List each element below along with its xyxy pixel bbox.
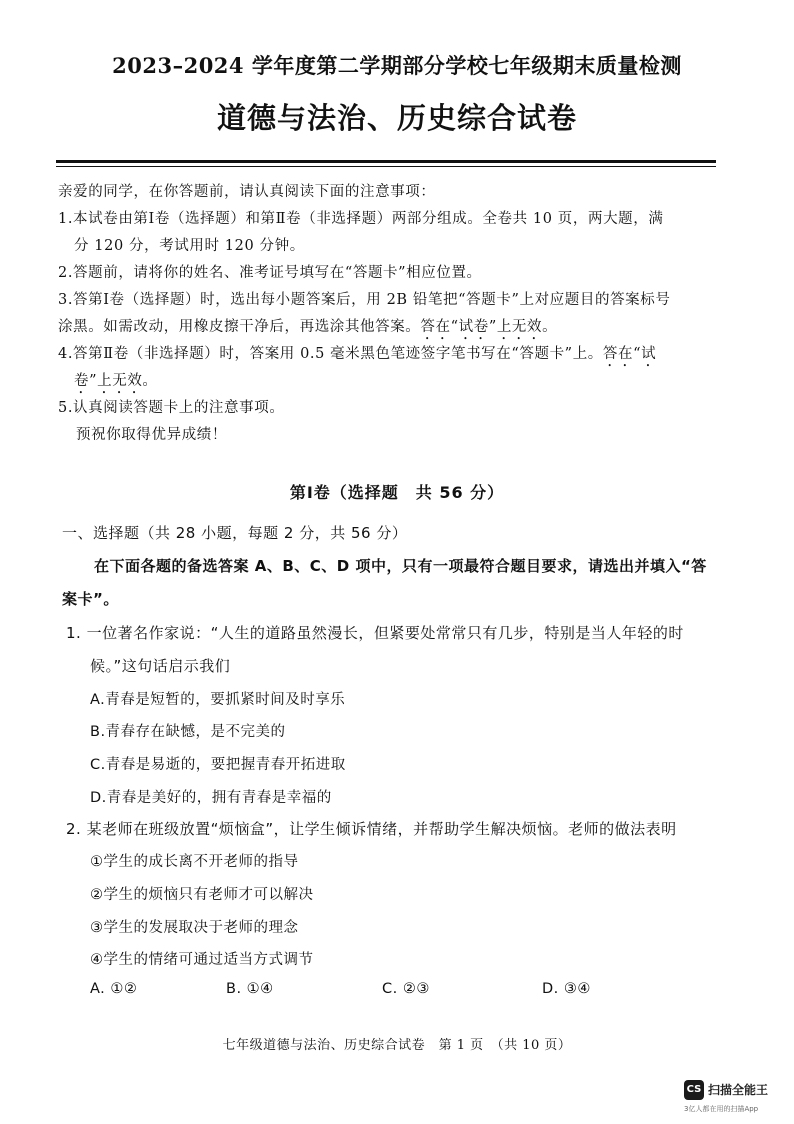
notice-item-3-emphasis: 答在“试卷”上无效 <box>420 319 543 335</box>
section-instruction-cont: 案卡”。 <box>62 590 119 608</box>
exam-title: 2023–2024 学年度第二学期部分学校七年级期末质量检测 <box>112 53 682 78</box>
exam-subtitle: 道德与法治、历史综合试卷 <box>216 101 577 135</box>
question-2-statement-4: ④学生的情绪可通过适当方式调节 <box>90 952 314 968</box>
notice-item-4-emphasis: 答在“试 <box>602 346 657 362</box>
section-heading: 一、选择题（共 28 小题，每题 2 分，共 56 分） <box>62 524 408 542</box>
notice-item-4-end: 。 <box>142 373 158 389</box>
question-1-option-a: A.青春是短暂的，要抓紧时间及时享乐 <box>90 692 346 708</box>
section-instruction: 在下面各题的备选答案 A、B、C、D 项中，只有一项最符合题目要求，请选出并填入“答 <box>94 557 707 575</box>
question-2-statement-1: ①学生的成长离不开老师的指导 <box>90 854 299 870</box>
page-footer: 七年级道德与法治、历史综合试卷 第 1 页 （共 10 页） <box>222 1038 572 1053</box>
notice-item-5: 5.认真阅读答题卡上的注意事项。 <box>58 400 285 416</box>
notice-item-3: 3.答第Ⅰ卷（选择题）时，选出每小题答案后，用 2B 铅笔把“答题卡”上对应题目的答案标号 <box>58 292 671 308</box>
question-1-stem-cont: 候。”这句话启示我们 <box>90 657 231 675</box>
notice-item-3-end: 。 <box>542 319 558 335</box>
notice-item-3-cont <box>58 315 557 343</box>
scanner-tagline: 3亿人都在用的扫描App <box>684 1105 759 1113</box>
notice-wish: 预祝你取得优异成绩！ <box>76 427 227 443</box>
notice-item-4-cont <box>74 369 158 397</box>
camscanner-logo-icon: CS <box>684 1080 704 1100</box>
notice-item-4-text: 4.答第Ⅱ卷（非选择题）时，答案用 0.5 毫米黑色笔迹签字笔书写在“答题卡”上。 <box>58 346 603 362</box>
question-1-option-b: B.青春存在缺憾，是不完美的 <box>90 724 286 740</box>
notice-item-4-emphasis-cont: 卷”上无效 <box>74 373 143 389</box>
notice-item-1-cont: 分 120 分，考试用时 120 分钟。 <box>74 238 305 254</box>
question-1-option-d: D.青春是美好的，拥有青春是幸福的 <box>90 790 332 806</box>
question-2-statement-3: ③学生的发展取决于老师的理念 <box>90 920 299 936</box>
section-title: 第Ⅰ卷（选择题 共 56 分） <box>289 483 505 502</box>
question-1-stem: 1. 一位著名作家说：“人生的道路虽然漫长，但紧要处常常只有几步，特别是当人年轻的时 <box>66 624 684 642</box>
header-divider-thick <box>56 160 716 163</box>
question-2-choice-a: A. ①② <box>90 981 138 997</box>
notice-item-2: 2.答题前，请将你的姓名、准考证号填写在“答题卡”相应位置。 <box>58 265 482 281</box>
question-2-choice-b: B. ①④ <box>226 981 274 997</box>
question-2-choice-d: D. ③④ <box>542 981 591 997</box>
question-2-stem: 2. 某老师在班级放置“烦恼盒”，让学生倾诉情绪，并帮助学生解决烦恼。老师的做法表明 <box>66 820 677 838</box>
scanner-watermark <box>684 1080 788 1116</box>
scanner-app-name: 扫描全能王 <box>708 1083 769 1097</box>
notice-item-3-text: 涂黑。如需改动，用橡皮擦干净后，再选涂其他答案。 <box>58 319 421 335</box>
question-1-option-c: C.青春是易逝的，要把握青春开拓进取 <box>90 757 346 773</box>
notice-item-4 <box>58 342 656 370</box>
question-2-choice-c: C. ②③ <box>382 981 430 997</box>
notice-item-1: 1.本试卷由第Ⅰ卷（选择题）和第Ⅱ卷（非选择题）两部分组成。全卷共 10 页，两大题，满 <box>58 211 664 227</box>
header-divider-thin <box>56 166 716 167</box>
question-2-statement-2: ②学生的烦恼只有老师才可以解决 <box>90 887 314 903</box>
notice-intro: 亲爱的同学，在你答题前，请认真阅读下面的注意事项： <box>58 184 436 200</box>
